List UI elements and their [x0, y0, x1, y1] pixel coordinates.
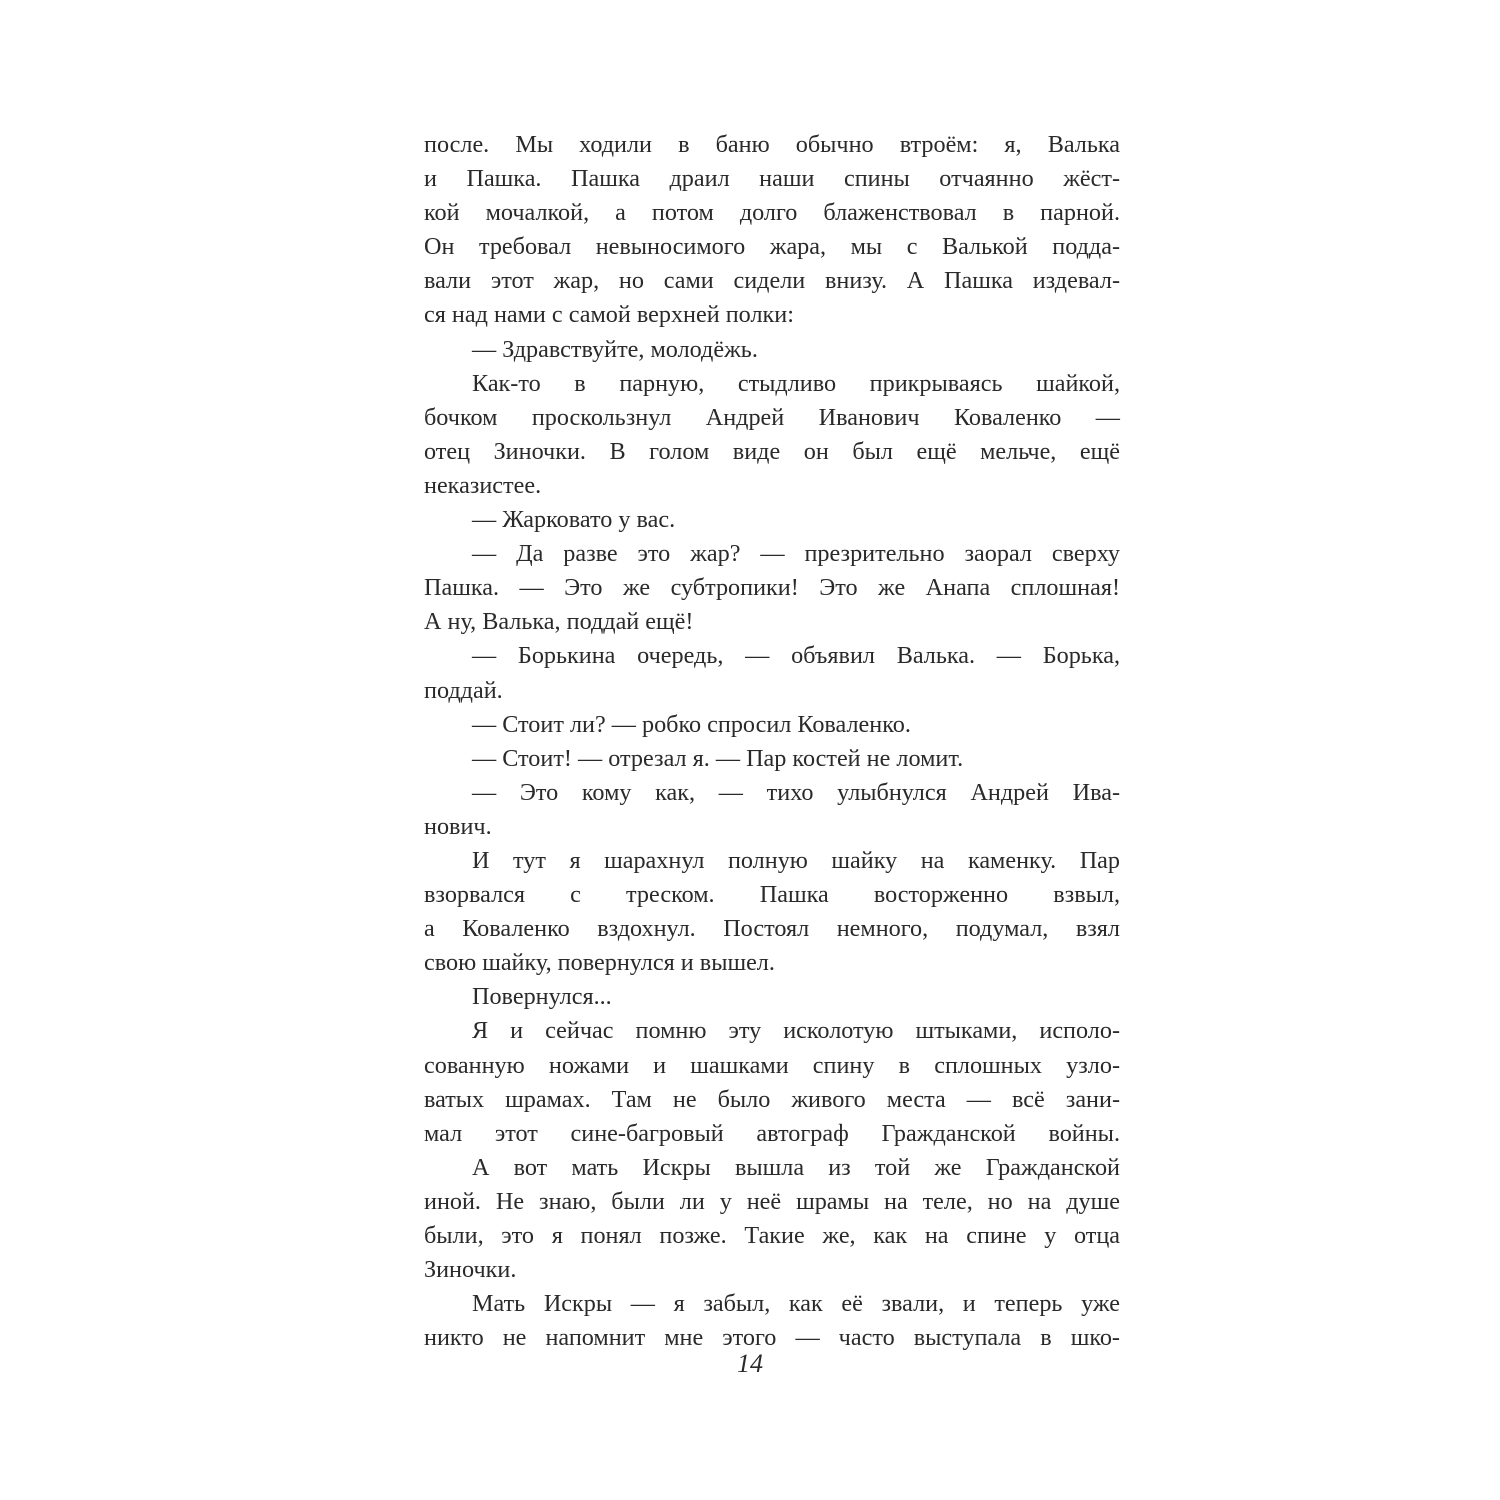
text-line: Зиночки.: [424, 1256, 517, 1284]
text-line: А вот мать Искры вышла из той же Гражданской: [472, 1153, 1120, 1181]
text-line: Я и сейчас помню эту исколотую штыками, исполо-: [472, 1017, 1120, 1045]
text-line: — Да разве это жар? — презрительно заорал сверху: [472, 540, 1120, 568]
text-line: были, это я понял позже. Такие же, как на спине у отца: [424, 1222, 1120, 1249]
text-line: И тут я шарахнул полную шайку на каменку. Пар: [472, 846, 1120, 874]
text-line: бочком проскользнул Андрей Иванович Коваленко —: [424, 403, 1120, 431]
text-line: Он требовал невыносимого жара, мы с Валькой подда-: [424, 233, 1120, 261]
text-line: и Пашка. Пашка драил наши спины отчаянно жёст-: [424, 165, 1120, 193]
text-line: взорвался с треском. Пашка восторженно взвыл,: [424, 881, 1120, 909]
text-line: Как-то в парную, стыдливо прикрываясь шайкой,: [472, 369, 1120, 397]
text-line: — Это кому как, — тихо улыбнулся Андрей Ива-: [472, 778, 1120, 806]
body-text: [424, 128, 1120, 1355]
text-line: поддай.: [424, 676, 503, 704]
text-line: — Здравствуйте, молодёжь.: [472, 335, 758, 363]
text-line: отец Зиночки. В голом виде он был ещё мельче, ещё: [424, 437, 1120, 465]
text-line: Мать Искры — я забыл, как её звали, и теперь уже: [472, 1290, 1120, 1318]
text-line: ватых шрамах. Там не было живого места — всё зани-: [424, 1085, 1120, 1113]
text-line: — Стоит ли? — робко спросил Коваленко.: [472, 710, 911, 738]
text-line: иной. Не знаю, были ли у неё шрамы на теле, но на душе: [424, 1187, 1120, 1215]
text-line: мал этот сине-багровый автограф Гражданской войны.: [424, 1119, 1120, 1147]
text-line: Повернулся...: [472, 983, 612, 1011]
text-line: — Борькина очередь, — объявил Валька. — Борька,: [472, 642, 1120, 670]
text-line: никто не напомнит мне этого — часто выступала в шко-: [424, 1324, 1120, 1352]
page-number: 14: [737, 1349, 763, 1378]
text-line: а Коваленко вздохнул. Постоял немного, подумал, взял: [424, 915, 1120, 943]
text-line: — Стоит! — отрезал я. — Пар костей не ломит.: [472, 744, 964, 772]
text-line: после. Мы ходили в баню обычно втроём: я, Валька: [424, 131, 1120, 158]
text-line: неказистее.: [424, 471, 542, 499]
text-line: кой мочалкой, а потом долго блаженствовал в парной.: [424, 199, 1120, 227]
text-line: нович.: [424, 812, 492, 840]
text-line: свою шайку, повернулся и вышел.: [424, 949, 775, 977]
text-line: сованную ножами и шашками спину в сплошных узло-: [424, 1051, 1120, 1079]
text-line: вали этот жар, но сами сидели внизу. А Пашка издевал-: [424, 267, 1120, 295]
text-line: Пашка. — Это же субтропики! Это же Анапа сплошная!: [424, 574, 1120, 602]
text-line: ся над нами с самой верхней полки:: [424, 301, 794, 329]
text-line: А ну, Валька, поддай ещё!: [424, 608, 694, 636]
text-line: — Жарковато у вас.: [472, 506, 676, 534]
